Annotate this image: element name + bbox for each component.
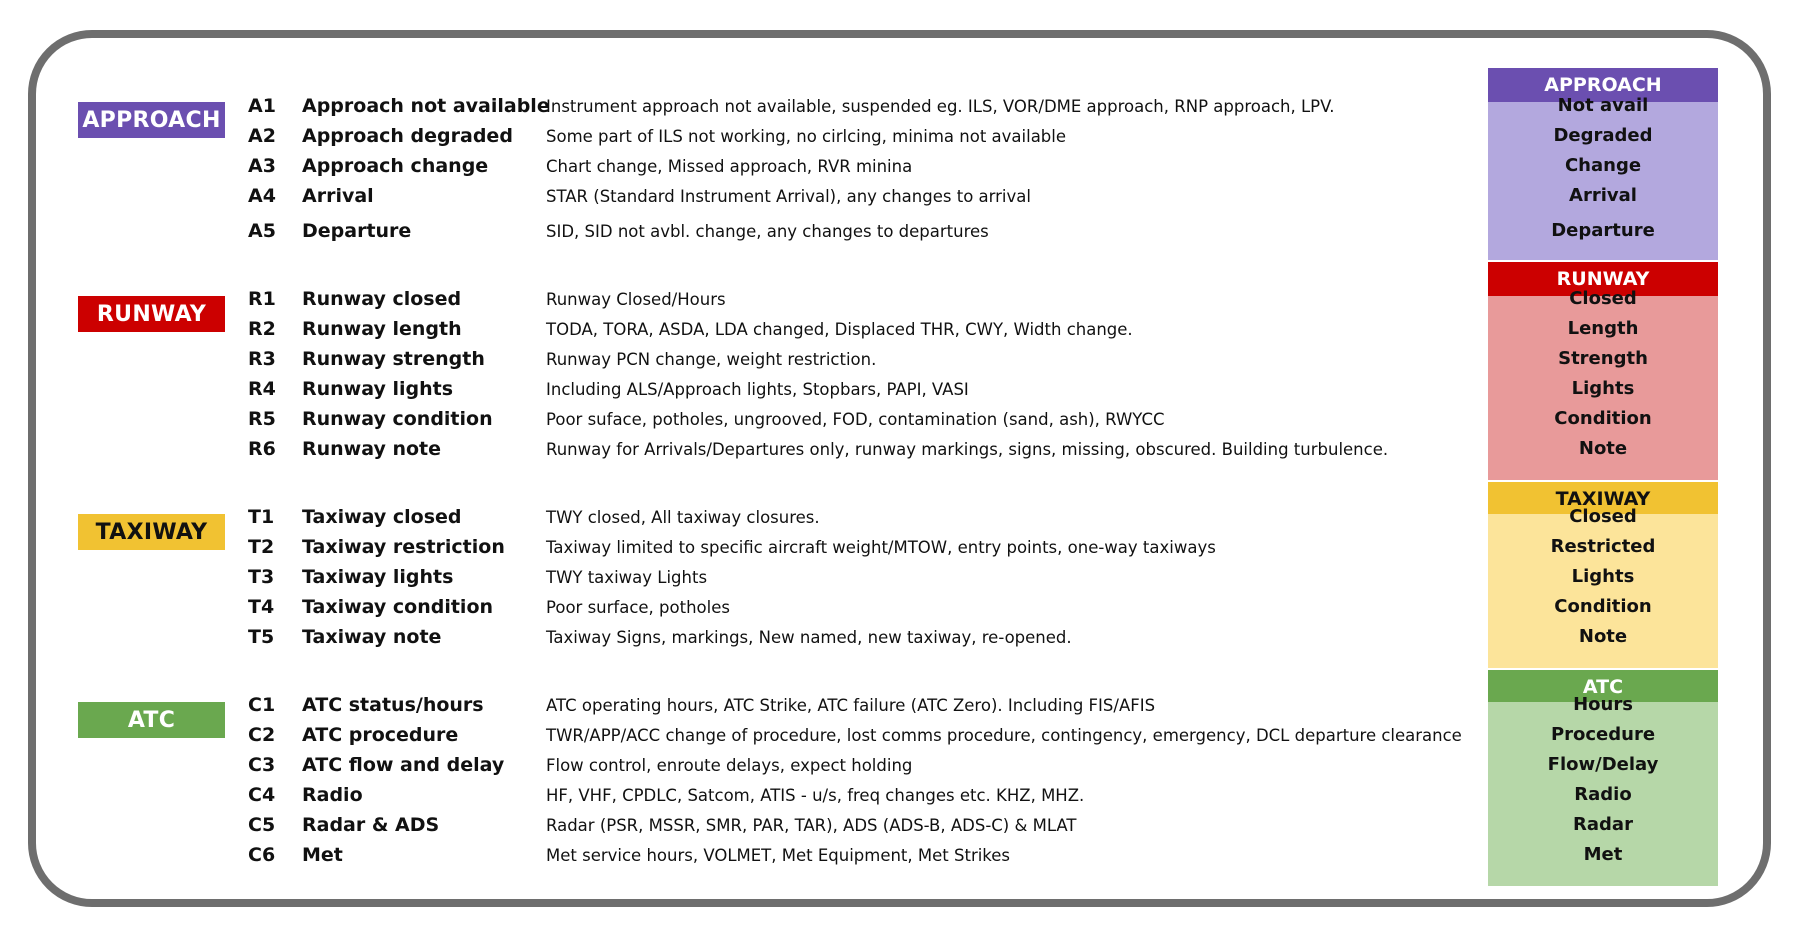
item-short-label: Met	[1583, 844, 1623, 865]
item-title: Runway strength	[302, 348, 485, 370]
item-title: Runway note	[302, 438, 442, 460]
item-short-label: Radio	[1574, 784, 1632, 805]
item-code: T4	[248, 596, 275, 618]
table-row	[0, 532, 1500, 562]
item-description: Radar (PSR, MSSR, SMR, PAR, TAR), ADS (ADS-B, ADS-C) & MLAT	[546, 816, 1077, 835]
item-code: A2	[248, 125, 276, 147]
item-code: C4	[248, 784, 276, 806]
item-short-label: Change	[1564, 155, 1642, 176]
item-short-label: Lights	[1571, 378, 1635, 399]
item-short-label: Departure	[1551, 220, 1655, 241]
item-description: ATC operating hours, ATC Strike, ATC failure (ATC Zero). Including FIS/AFIS	[546, 696, 1156, 715]
table-row	[0, 810, 1500, 840]
item-short-label: Arrival	[1569, 185, 1637, 206]
table-row	[0, 284, 1500, 314]
item-short-label: Lights	[1571, 566, 1635, 587]
table-row	[0, 91, 1500, 121]
item-title: Taxiway restriction	[302, 536, 505, 558]
item-short-label: Restricted	[1550, 536, 1656, 557]
item-description: Taxiway limited to specific aircraft weight/MTOW, entry points, one-way taxiways	[546, 538, 1216, 557]
item-code: T1	[248, 506, 275, 528]
item-code: R6	[248, 438, 276, 460]
item-description: Flow control, enroute delays, expect holding	[546, 756, 913, 775]
item-description: Runway for Arrivals/Departures only, runway markings, signs, missing, obscured. Building turbulence.	[546, 440, 1389, 459]
item-code: C6	[248, 844, 276, 866]
item-short-label: Closed	[1569, 506, 1637, 527]
item-description: Poor surface, potholes	[546, 598, 730, 617]
item-code: R4	[248, 378, 276, 400]
item-code: R5	[248, 408, 276, 430]
item-code: R3	[248, 348, 276, 370]
item-title: Approach change	[302, 155, 489, 177]
item-description: TWY closed, All taxiway closures.	[546, 508, 820, 527]
item-description: TWR/APP/ACC change of procedure, lost comms procedure, contingency, emergency, DCL departure clearance	[546, 726, 1462, 745]
item-code: C3	[248, 754, 276, 776]
item-short-label: Strength	[1558, 348, 1648, 369]
item-description: Met service hours, VOLMET, Met Equipment, Met Strikes	[546, 846, 1011, 865]
item-description: SID, SID not avbl. change, any changes to departures	[546, 222, 989, 241]
item-title: ATC status/hours	[302, 694, 484, 716]
item-short-label: Radar	[1573, 814, 1633, 835]
table-row	[0, 216, 1500, 246]
table-row	[0, 720, 1500, 750]
item-title: Taxiway condition	[302, 596, 494, 618]
item-title: ATC flow and delay	[302, 754, 505, 776]
item-title: Taxiway lights	[302, 566, 454, 588]
table-row	[0, 622, 1500, 652]
item-code: T5	[248, 626, 275, 648]
item-short-label: Closed	[1569, 288, 1637, 309]
runway-category-label: RUNWAY	[78, 296, 225, 332]
item-description: Taxiway Signs, markings, New named, new taxiway, re-opened.	[546, 628, 1072, 647]
item-title: Runway closed	[302, 288, 462, 310]
item-code: A3	[248, 155, 276, 177]
table-row	[0, 404, 1500, 434]
item-description: STAR (Standard Instrument Arrival), any changes to arrival	[546, 187, 1031, 206]
item-short-label: Not avail	[1557, 95, 1649, 116]
table-row	[0, 690, 1500, 720]
item-short-label: Procedure	[1550, 724, 1656, 745]
item-code: A1	[248, 95, 276, 117]
approach-right-header: APPROACH	[1488, 68, 1718, 102]
item-title: Approach not available	[302, 95, 550, 117]
item-title: Taxiway note	[302, 626, 442, 648]
item-description: Poor suface, potholes, ungrooved, FOD, contamination (sand, ash), RWYCC	[546, 410, 1165, 429]
item-code: A5	[248, 220, 276, 242]
item-title: Arrival	[302, 185, 374, 207]
item-short-label: Note	[1578, 438, 1628, 459]
taxiway-category-label: TAXIWAY	[78, 514, 225, 550]
item-description: HF, VHF, CPDLC, Satcom, ATIS - u/s, freq changes etc. KHZ, MHZ.	[546, 786, 1085, 805]
item-title: Taxiway closed	[302, 506, 462, 528]
item-title: Runway length	[302, 318, 462, 340]
item-description: Instrument approach not available, suspended eg. ILS, VOR/DME approach, RNP approach, LPV.	[546, 97, 1335, 116]
item-title: Runway condition	[302, 408, 493, 430]
table-row	[0, 181, 1500, 211]
atc-category-label: ATC	[78, 702, 225, 738]
item-short-label: Note	[1578, 626, 1628, 647]
atc-right-header: ATC	[1488, 670, 1718, 704]
table-row	[0, 344, 1500, 374]
item-title: Runway lights	[302, 378, 454, 400]
item-code: C1	[248, 694, 276, 716]
item-title: ATC procedure	[302, 724, 459, 746]
item-code: T3	[248, 566, 275, 588]
item-code: R1	[248, 288, 276, 310]
item-short-label: Condition	[1554, 408, 1652, 429]
table-row	[0, 314, 1500, 344]
item-title: Met	[302, 844, 343, 866]
item-short-label: Flow/Delay	[1547, 754, 1659, 775]
item-code: T2	[248, 536, 275, 558]
item-short-label: Length	[1567, 318, 1639, 339]
item-short-label: Condition	[1554, 596, 1652, 617]
table-row	[0, 592, 1500, 622]
item-description: Including ALS/Approach lights, Stopbars, PAPI, VASI	[546, 380, 969, 399]
item-code: R2	[248, 318, 276, 340]
item-description: Runway PCN change, weight restriction.	[546, 350, 877, 369]
table-row	[0, 750, 1500, 780]
table-row	[0, 374, 1500, 404]
item-description: Some part of ILS not working, no cirlcing, minima not available	[546, 127, 1067, 146]
item-title: Departure	[302, 220, 412, 242]
approach-category-label: APPROACH	[78, 102, 225, 138]
item-description: TODA, TORA, ASDA, LDA changed, Displaced THR, CWY, Width change.	[546, 320, 1133, 339]
table-row	[0, 780, 1500, 810]
table-row	[0, 151, 1500, 181]
table-row	[0, 562, 1500, 592]
item-short-label: Degraded	[1553, 125, 1653, 146]
runway-right-header: RUNWAY	[1488, 262, 1718, 296]
table-row	[0, 121, 1500, 151]
item-description: Runway Closed/Hours	[546, 290, 726, 309]
item-title: Radar & ADS	[302, 814, 440, 836]
table-row	[0, 840, 1500, 870]
table-row	[0, 434, 1500, 464]
taxiway-right-header: TAXIWAY	[1488, 482, 1718, 516]
item-title: Approach degraded	[302, 125, 513, 147]
item-description: Chart change, Missed approach, RVR minina	[546, 157, 913, 176]
table-row	[0, 502, 1500, 532]
item-code: C2	[248, 724, 276, 746]
item-code: C5	[248, 814, 276, 836]
item-description: TWY taxiway Lights	[546, 568, 708, 587]
item-code: A4	[248, 185, 276, 207]
item-short-label: Hours	[1573, 694, 1633, 715]
item-title: Radio	[302, 784, 363, 806]
